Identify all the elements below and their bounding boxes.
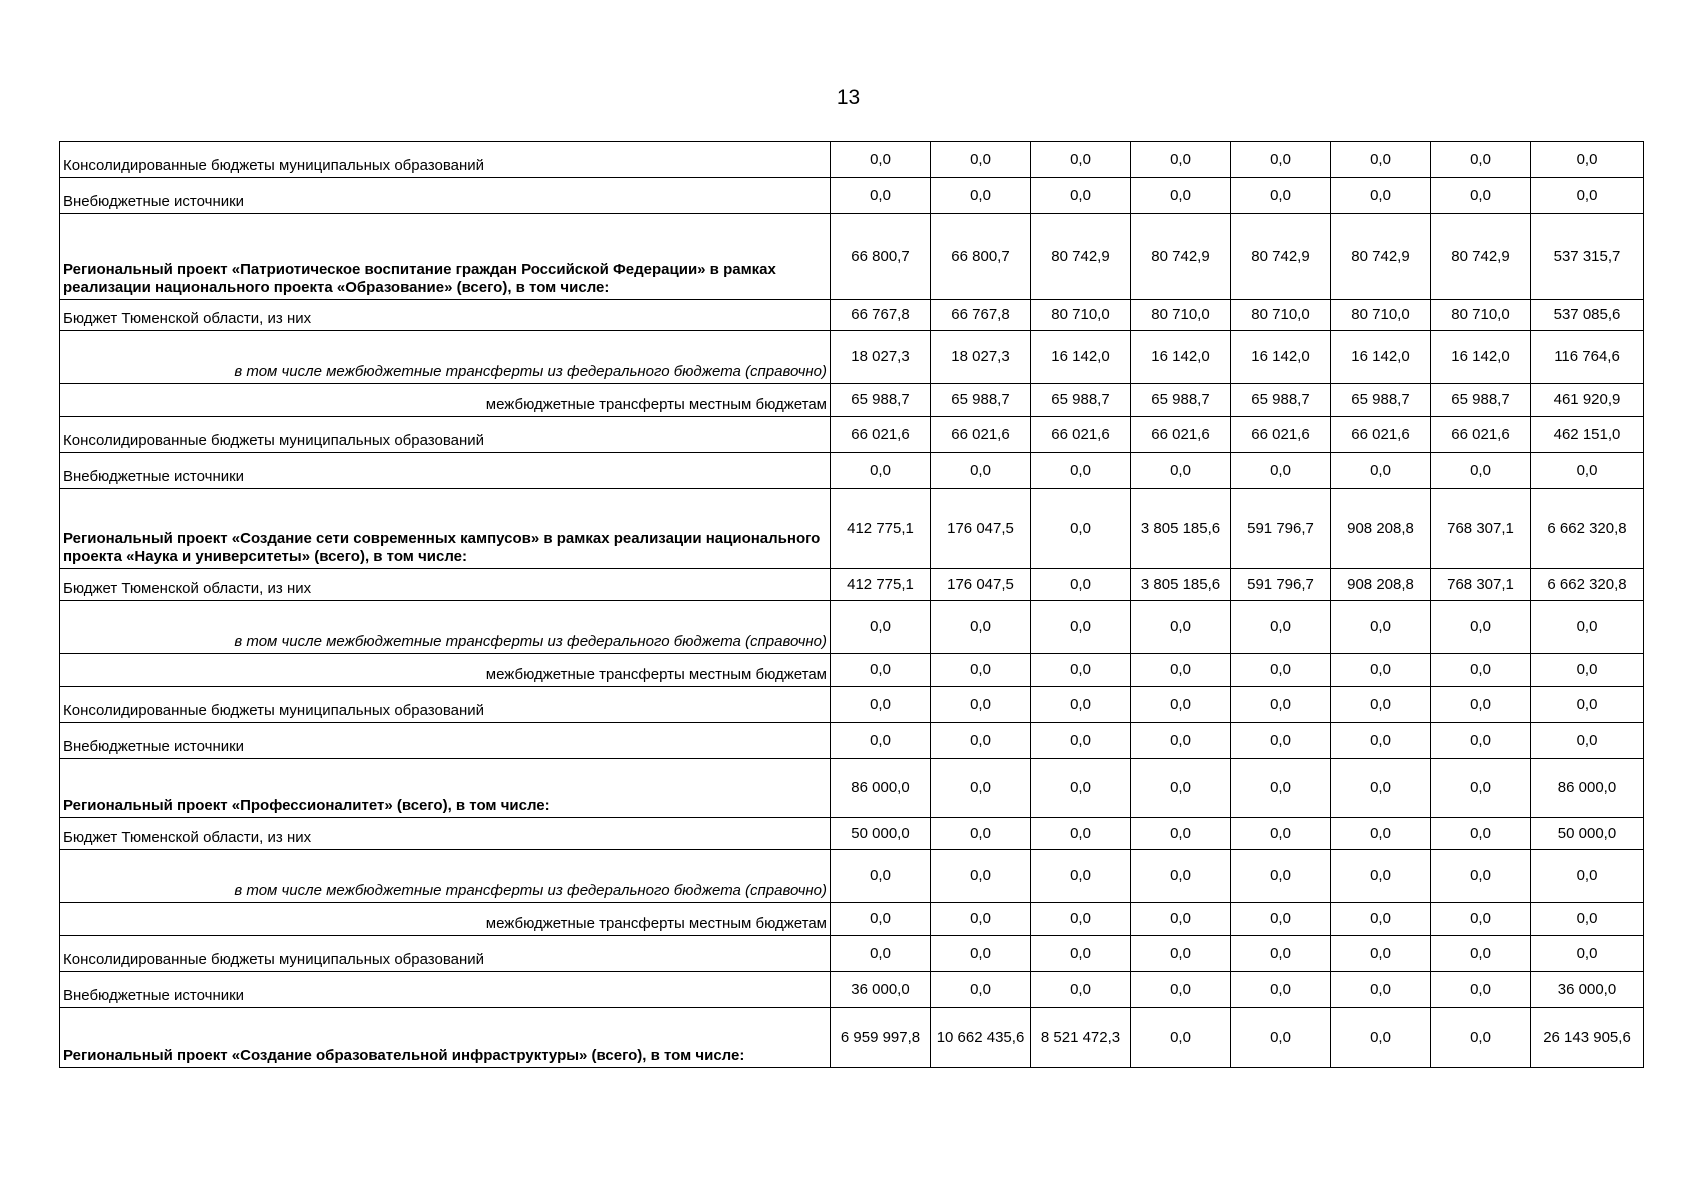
value-cell: 116 764,6 bbox=[1531, 331, 1644, 384]
value-cell: 412 775,1 bbox=[831, 569, 931, 601]
value-cell: 0,0 bbox=[1131, 178, 1231, 214]
value-cell: 0,0 bbox=[1331, 903, 1431, 936]
value-cell: 0,0 bbox=[831, 601, 931, 654]
value-cell: 0,0 bbox=[1331, 972, 1431, 1008]
value-cell: 0,0 bbox=[831, 723, 931, 759]
value-cell: 0,0 bbox=[1231, 723, 1331, 759]
value-cell: 0,0 bbox=[1431, 453, 1531, 489]
value-cell: 0,0 bbox=[831, 178, 931, 214]
value-cell: 0,0 bbox=[931, 142, 1031, 178]
value-cell: 0,0 bbox=[831, 142, 931, 178]
row-label: Региональный проект «Создание образовательной инфраструктуры» (всего), в том числе: bbox=[60, 1008, 831, 1068]
value-cell: 0,0 bbox=[931, 687, 1031, 723]
value-cell: 16 142,0 bbox=[1431, 331, 1531, 384]
row-label: в том числе межбюджетные трансферты из федерального бюджета (справочно) bbox=[60, 601, 831, 654]
value-cell: 80 710,0 bbox=[1031, 300, 1131, 331]
value-cell: 0,0 bbox=[1331, 1008, 1431, 1068]
value-cell: 80 710,0 bbox=[1131, 300, 1231, 331]
value-cell: 0,0 bbox=[1331, 818, 1431, 850]
value-cell: 0,0 bbox=[1131, 687, 1231, 723]
value-cell: 537 085,6 bbox=[1531, 300, 1644, 331]
row-label: Внебюджетные источники bbox=[60, 972, 831, 1008]
value-cell: 6 662 320,8 bbox=[1531, 489, 1644, 569]
value-cell: 10 662 435,6 bbox=[931, 1008, 1031, 1068]
value-cell: 0,0 bbox=[931, 723, 1031, 759]
value-cell: 0,0 bbox=[1031, 569, 1131, 601]
value-cell: 0,0 bbox=[1331, 723, 1431, 759]
value-cell: 0,0 bbox=[1531, 850, 1644, 903]
value-cell: 0,0 bbox=[1231, 142, 1331, 178]
row-label: Консолидированные бюджеты муниципальных образований bbox=[60, 417, 831, 453]
value-cell: 65 988,7 bbox=[1031, 384, 1131, 417]
table-row bbox=[60, 903, 1644, 936]
table-row bbox=[60, 759, 1644, 818]
value-cell: 80 710,0 bbox=[1331, 300, 1431, 331]
value-cell: 66 767,8 bbox=[831, 300, 931, 331]
value-cell: 0,0 bbox=[1131, 818, 1231, 850]
value-cell: 0,0 bbox=[931, 178, 1031, 214]
value-cell: 0,0 bbox=[1031, 489, 1131, 569]
table-row bbox=[60, 489, 1644, 569]
row-label: межбюджетные трансферты местным бюджетам bbox=[60, 654, 831, 687]
value-cell: 0,0 bbox=[1131, 601, 1231, 654]
value-cell: 0,0 bbox=[1531, 142, 1644, 178]
value-cell: 0,0 bbox=[831, 936, 931, 972]
budget-table bbox=[59, 141, 1644, 1068]
value-cell: 0,0 bbox=[1031, 723, 1131, 759]
value-cell: 0,0 bbox=[1331, 654, 1431, 687]
value-cell: 0,0 bbox=[1531, 903, 1644, 936]
value-cell: 0,0 bbox=[931, 850, 1031, 903]
table-row bbox=[60, 331, 1644, 384]
value-cell: 0,0 bbox=[1331, 687, 1431, 723]
value-cell: 65 988,7 bbox=[931, 384, 1031, 417]
row-label: в том числе межбюджетные трансферты из федерального бюджета (справочно) bbox=[60, 850, 831, 903]
value-cell: 66 021,6 bbox=[831, 417, 931, 453]
value-cell: 50 000,0 bbox=[1531, 818, 1644, 850]
value-cell: 65 988,7 bbox=[1431, 384, 1531, 417]
value-cell: 26 143 905,6 bbox=[1531, 1008, 1644, 1068]
value-cell: 0,0 bbox=[1031, 453, 1131, 489]
value-cell: 0,0 bbox=[1031, 759, 1131, 818]
value-cell: 0,0 bbox=[1331, 601, 1431, 654]
value-cell: 0,0 bbox=[1331, 759, 1431, 818]
row-label: в том числе межбюджетные трансферты из федерального бюджета (справочно) bbox=[60, 331, 831, 384]
value-cell: 16 142,0 bbox=[1031, 331, 1131, 384]
value-cell: 0,0 bbox=[1531, 936, 1644, 972]
value-cell: 0,0 bbox=[1431, 142, 1531, 178]
value-cell: 0,0 bbox=[1231, 1008, 1331, 1068]
value-cell: 0,0 bbox=[1531, 601, 1644, 654]
table-row bbox=[60, 453, 1644, 489]
value-cell: 0,0 bbox=[1231, 654, 1331, 687]
row-label: Консолидированные бюджеты муниципальных образований bbox=[60, 936, 831, 972]
table-row bbox=[60, 214, 1644, 300]
value-cell: 0,0 bbox=[931, 818, 1031, 850]
value-cell: 591 796,7 bbox=[1231, 489, 1331, 569]
value-cell: 0,0 bbox=[1031, 142, 1131, 178]
value-cell: 0,0 bbox=[1331, 178, 1431, 214]
value-cell: 0,0 bbox=[1131, 903, 1231, 936]
value-cell: 0,0 bbox=[1031, 903, 1131, 936]
value-cell: 0,0 bbox=[831, 687, 931, 723]
value-cell: 80 742,9 bbox=[1131, 214, 1231, 300]
value-cell: 0,0 bbox=[1131, 936, 1231, 972]
value-cell: 0,0 bbox=[931, 936, 1031, 972]
value-cell: 0,0 bbox=[1231, 759, 1331, 818]
value-cell: 0,0 bbox=[1031, 850, 1131, 903]
value-cell: 0,0 bbox=[1231, 178, 1331, 214]
value-cell: 65 988,7 bbox=[1131, 384, 1231, 417]
value-cell: 80 742,9 bbox=[1331, 214, 1431, 300]
value-cell: 18 027,3 bbox=[931, 331, 1031, 384]
value-cell: 908 208,8 bbox=[1331, 489, 1431, 569]
value-cell: 65 988,7 bbox=[831, 384, 931, 417]
row-label: Консолидированные бюджеты муниципальных образований bbox=[60, 687, 831, 723]
value-cell: 66 767,8 bbox=[931, 300, 1031, 331]
value-cell: 461 920,9 bbox=[1531, 384, 1644, 417]
table-row bbox=[60, 723, 1644, 759]
value-cell: 0,0 bbox=[1331, 453, 1431, 489]
value-cell: 0,0 bbox=[831, 850, 931, 903]
row-label: Консолидированные бюджеты муниципальных образований bbox=[60, 142, 831, 178]
value-cell: 0,0 bbox=[1131, 453, 1231, 489]
value-cell: 0,0 bbox=[1231, 453, 1331, 489]
table-row bbox=[60, 601, 1644, 654]
value-cell: 6 959 997,8 bbox=[831, 1008, 931, 1068]
value-cell: 0,0 bbox=[1431, 723, 1531, 759]
value-cell: 6 662 320,8 bbox=[1531, 569, 1644, 601]
row-label: межбюджетные трансферты местным бюджетам bbox=[60, 384, 831, 417]
value-cell: 0,0 bbox=[931, 601, 1031, 654]
table-row bbox=[60, 417, 1644, 453]
table-row bbox=[60, 384, 1644, 417]
value-cell: 0,0 bbox=[1531, 687, 1644, 723]
value-cell: 176 047,5 bbox=[931, 489, 1031, 569]
value-cell: 768 307,1 bbox=[1431, 489, 1531, 569]
value-cell: 0,0 bbox=[1031, 178, 1131, 214]
row-label: Региональный проект «Патриотическое воспитание граждан Российской Федерации» в рамках реализации национального проекта «Образование» (всего), в том числе: bbox=[60, 214, 831, 300]
row-label: межбюджетные трансферты местным бюджетам bbox=[60, 903, 831, 936]
value-cell: 0,0 bbox=[1431, 972, 1531, 1008]
row-label: Бюджет Тюменской области, из них bbox=[60, 818, 831, 850]
value-cell: 0,0 bbox=[1431, 850, 1531, 903]
table-row bbox=[60, 1008, 1644, 1068]
value-cell: 176 047,5 bbox=[931, 569, 1031, 601]
value-cell: 80 710,0 bbox=[1231, 300, 1331, 331]
value-cell: 65 988,7 bbox=[1231, 384, 1331, 417]
value-cell: 0,0 bbox=[1131, 850, 1231, 903]
value-cell: 66 021,6 bbox=[1431, 417, 1531, 453]
value-cell: 412 775,1 bbox=[831, 489, 931, 569]
value-cell: 8 521 472,3 bbox=[1031, 1008, 1131, 1068]
value-cell: 66 800,7 bbox=[931, 214, 1031, 300]
value-cell: 0,0 bbox=[1431, 759, 1531, 818]
value-cell: 0,0 bbox=[1031, 972, 1131, 1008]
value-cell: 65 988,7 bbox=[1331, 384, 1431, 417]
value-cell: 0,0 bbox=[1031, 601, 1131, 654]
value-cell: 0,0 bbox=[1431, 178, 1531, 214]
value-cell: 66 021,6 bbox=[1331, 417, 1431, 453]
value-cell: 0,0 bbox=[1431, 903, 1531, 936]
value-cell: 0,0 bbox=[1131, 142, 1231, 178]
value-cell: 0,0 bbox=[1431, 654, 1531, 687]
row-label: Бюджет Тюменской области, из них bbox=[60, 569, 831, 601]
table-row bbox=[60, 936, 1644, 972]
value-cell: 0,0 bbox=[931, 903, 1031, 936]
value-cell: 66 021,6 bbox=[1231, 417, 1331, 453]
value-cell: 0,0 bbox=[1431, 687, 1531, 723]
value-cell: 0,0 bbox=[1531, 178, 1644, 214]
row-label: Региональный проект «Создание сети современных кампусов» в рамках реализации национального проекта «Наука и университеты» (всего), в том числе: bbox=[60, 489, 831, 569]
value-cell: 0,0 bbox=[831, 453, 931, 489]
value-cell: 0,0 bbox=[1331, 936, 1431, 972]
value-cell: 908 208,8 bbox=[1331, 569, 1431, 601]
value-cell: 0,0 bbox=[1131, 723, 1231, 759]
table-row bbox=[60, 654, 1644, 687]
value-cell: 80 742,9 bbox=[1031, 214, 1131, 300]
table-row bbox=[60, 178, 1644, 214]
value-cell: 0,0 bbox=[1031, 687, 1131, 723]
value-cell: 0,0 bbox=[1031, 654, 1131, 687]
value-cell: 0,0 bbox=[1231, 972, 1331, 1008]
table-row bbox=[60, 972, 1644, 1008]
table-row bbox=[60, 300, 1644, 331]
value-cell: 0,0 bbox=[1531, 453, 1644, 489]
value-cell: 0,0 bbox=[1131, 972, 1231, 1008]
value-cell: 537 315,7 bbox=[1531, 214, 1644, 300]
value-cell: 0,0 bbox=[831, 903, 931, 936]
value-cell: 0,0 bbox=[1131, 759, 1231, 818]
value-cell: 66 021,6 bbox=[931, 417, 1031, 453]
value-cell: 0,0 bbox=[1431, 818, 1531, 850]
table-row bbox=[60, 818, 1644, 850]
value-cell: 0,0 bbox=[1331, 850, 1431, 903]
value-cell: 80 742,9 bbox=[1431, 214, 1531, 300]
value-cell: 768 307,1 bbox=[1431, 569, 1531, 601]
value-cell: 591 796,7 bbox=[1231, 569, 1331, 601]
value-cell: 0,0 bbox=[931, 759, 1031, 818]
value-cell: 3 805 185,6 bbox=[1131, 489, 1231, 569]
value-cell: 3 805 185,6 bbox=[1131, 569, 1231, 601]
value-cell: 0,0 bbox=[1531, 723, 1644, 759]
value-cell: 16 142,0 bbox=[1131, 331, 1231, 384]
value-cell: 0,0 bbox=[1431, 601, 1531, 654]
table-row bbox=[60, 687, 1644, 723]
row-label: Внебюджетные источники bbox=[60, 453, 831, 489]
value-cell: 86 000,0 bbox=[1531, 759, 1644, 818]
page-number: 13 bbox=[836, 86, 861, 109]
table-row bbox=[60, 142, 1644, 178]
value-cell: 36 000,0 bbox=[1531, 972, 1644, 1008]
table-row bbox=[60, 569, 1644, 601]
value-cell: 50 000,0 bbox=[831, 818, 931, 850]
row-label: Внебюджетные источники bbox=[60, 178, 831, 214]
value-cell: 66 800,7 bbox=[831, 214, 931, 300]
value-cell: 0,0 bbox=[831, 654, 931, 687]
value-cell: 0,0 bbox=[1231, 687, 1331, 723]
row-label: Региональный проект «Профессионалитет» (всего), в том числе: bbox=[60, 759, 831, 818]
value-cell: 0,0 bbox=[1131, 1008, 1231, 1068]
value-cell: 16 142,0 bbox=[1331, 331, 1431, 384]
value-cell: 0,0 bbox=[1231, 601, 1331, 654]
table-row bbox=[60, 850, 1644, 903]
value-cell: 86 000,0 bbox=[831, 759, 931, 818]
value-cell: 18 027,3 bbox=[831, 331, 931, 384]
value-cell: 0,0 bbox=[1231, 903, 1331, 936]
value-cell: 0,0 bbox=[1231, 818, 1331, 850]
value-cell: 80 742,9 bbox=[1231, 214, 1331, 300]
value-cell: 0,0 bbox=[1131, 654, 1231, 687]
value-cell: 0,0 bbox=[1031, 818, 1131, 850]
value-cell: 0,0 bbox=[1231, 850, 1331, 903]
value-cell: 462 151,0 bbox=[1531, 417, 1644, 453]
value-cell: 66 021,6 bbox=[1031, 417, 1131, 453]
value-cell: 36 000,0 bbox=[831, 972, 931, 1008]
value-cell: 0,0 bbox=[931, 972, 1031, 1008]
value-cell: 0,0 bbox=[1531, 654, 1644, 687]
value-cell: 0,0 bbox=[1331, 142, 1431, 178]
value-cell: 66 021,6 bbox=[1131, 417, 1231, 453]
value-cell: 0,0 bbox=[1431, 936, 1531, 972]
value-cell: 16 142,0 bbox=[1231, 331, 1331, 384]
value-cell: 0,0 bbox=[931, 453, 1031, 489]
value-cell: 80 710,0 bbox=[1431, 300, 1531, 331]
row-label: Бюджет Тюменской области, из них bbox=[60, 300, 831, 331]
row-label: Внебюджетные источники bbox=[60, 723, 831, 759]
value-cell: 0,0 bbox=[931, 654, 1031, 687]
value-cell: 0,0 bbox=[1431, 1008, 1531, 1068]
value-cell: 0,0 bbox=[1231, 936, 1331, 972]
value-cell: 0,0 bbox=[1031, 936, 1131, 972]
